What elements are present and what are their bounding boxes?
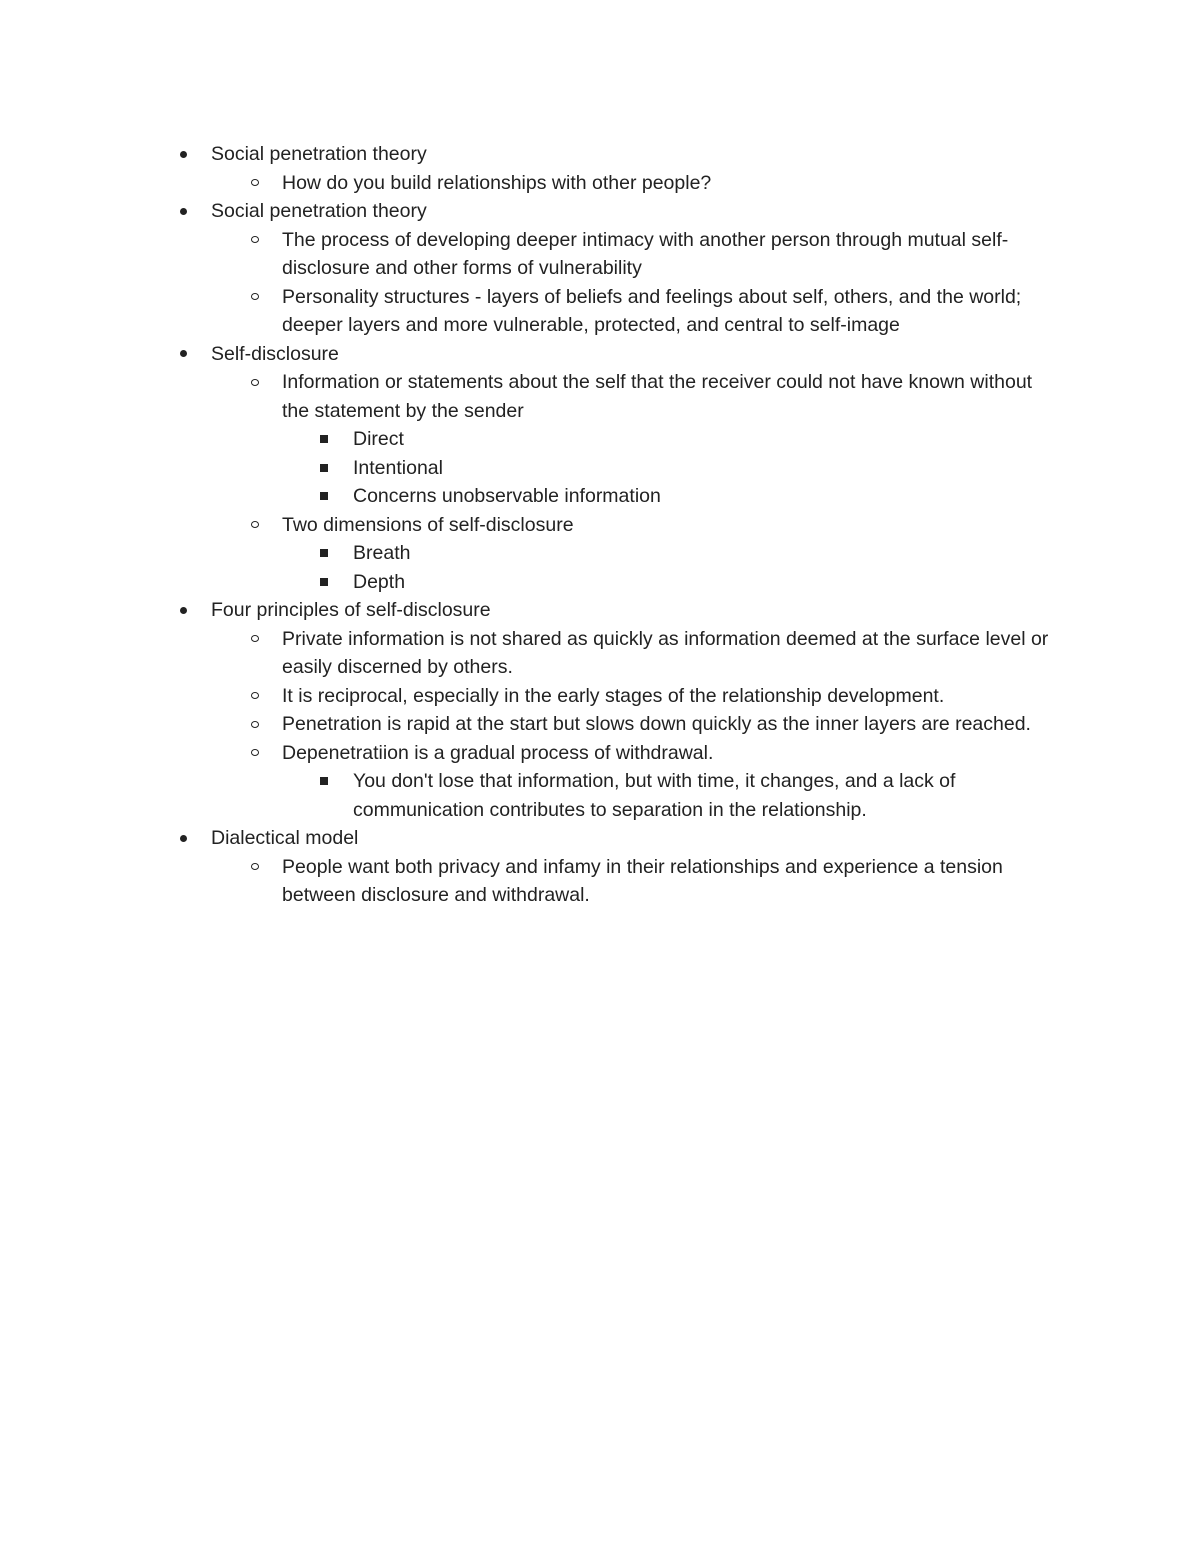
bulleted-outline	[0, 140, 1200, 910]
item-text: Depenetratiion is a gradual process of withdrawal.	[282, 741, 714, 764]
sub-item	[0, 283, 1062, 340]
top-level-item	[0, 824, 1061, 853]
item-text: Personality structures - layers of beliefs and feelings about self, others, and the world; deeper layers and more vulnerable, protected, and central to self-image	[282, 285, 1022, 336]
item-text: Depth	[353, 570, 406, 593]
hollow-circle-bullet-icon	[248, 368, 262, 397]
sub-sub-item	[0, 482, 1053, 511]
hollow-circle-bullet-icon	[248, 853, 262, 882]
item-text: People want both privacy and infamy in their relationships and experience a tension between disclosure and withdrawal.	[282, 855, 1003, 906]
hollow-circle-bullet-icon	[248, 169, 262, 198]
item-text: Two dimensions of self-disclosure	[282, 513, 574, 536]
sub-item	[0, 169, 1062, 198]
hollow-circle-bullet-icon	[248, 682, 262, 711]
filled-circle-bullet-icon	[176, 140, 190, 169]
item-text: Information or statements about the self that the receiver could not have known without the statement by the sender	[282, 371, 1033, 422]
filled-square-bullet-icon	[317, 568, 331, 597]
hollow-circle-bullet-icon	[248, 511, 262, 540]
item-text: Dialectical model	[211, 827, 359, 849]
filled-square-bullet-icon	[317, 425, 331, 454]
filled-circle-bullet-icon	[176, 596, 190, 625]
hollow-circle-bullet-icon	[248, 283, 262, 312]
top-level-item	[0, 340, 1061, 369]
filled-square-bullet-icon	[317, 767, 331, 796]
hollow-circle-bullet-icon	[248, 625, 262, 654]
item-text: The process of developing deeper intimacy with another person through mutual self-disclosure and other forms of vulnerability	[282, 228, 1009, 279]
item-text: Concerns unobservable information	[353, 485, 661, 507]
filled-square-bullet-icon	[317, 482, 331, 511]
item-text: How do you build relationships with other people?	[282, 171, 712, 194]
sub-sub-item	[0, 454, 1053, 483]
hollow-circle-bullet-icon	[248, 710, 262, 739]
item-text: Direct	[353, 428, 404, 450]
sub-item	[0, 226, 1062, 283]
top-level-item	[0, 596, 1061, 625]
item-text: Four principles of self-disclosure	[211, 599, 491, 621]
item-text: Private information is not shared as quickly as information deemed at the surface level or easily discerned by others.	[282, 627, 1049, 678]
sub-item	[0, 511, 1062, 540]
sub-sub-item	[0, 767, 1053, 824]
top-level-item	[0, 197, 1061, 226]
item-text: Social penetration theory	[211, 143, 427, 165]
sub-sub-item	[0, 539, 1053, 568]
sub-sub-item	[0, 568, 1053, 597]
item-text: Self-disclosure	[211, 342, 339, 365]
item-text: Social penetration theory	[211, 200, 427, 222]
sub-item	[0, 710, 1062, 739]
item-text: You don't lose that information, but with time, it changes, and a lack of communication contributes to separation in the relationship.	[353, 770, 956, 821]
item-text: Penetration is rapid at the start but slows down quickly as the inner layers are reached.	[282, 713, 1031, 735]
filled-circle-bullet-icon	[176, 340, 190, 369]
item-text: Breath	[353, 542, 411, 564]
filled-circle-bullet-icon	[176, 197, 190, 226]
filled-square-bullet-icon	[317, 539, 331, 568]
sub-sub-item	[0, 425, 1053, 454]
filled-circle-bullet-icon	[176, 824, 190, 853]
hollow-circle-bullet-icon	[248, 226, 262, 255]
item-text: It is reciprocal, especially in the early stages of the relationship development.	[282, 684, 945, 707]
sub-item	[0, 682, 1062, 711]
item-text: Intentional	[353, 456, 443, 479]
sub-item	[0, 625, 1062, 682]
filled-square-bullet-icon	[317, 454, 331, 483]
top-level-item	[0, 140, 1061, 169]
sub-item	[0, 853, 1062, 910]
sub-item	[0, 739, 1062, 768]
hollow-circle-bullet-icon	[248, 739, 262, 768]
sub-item	[0, 368, 1062, 425]
